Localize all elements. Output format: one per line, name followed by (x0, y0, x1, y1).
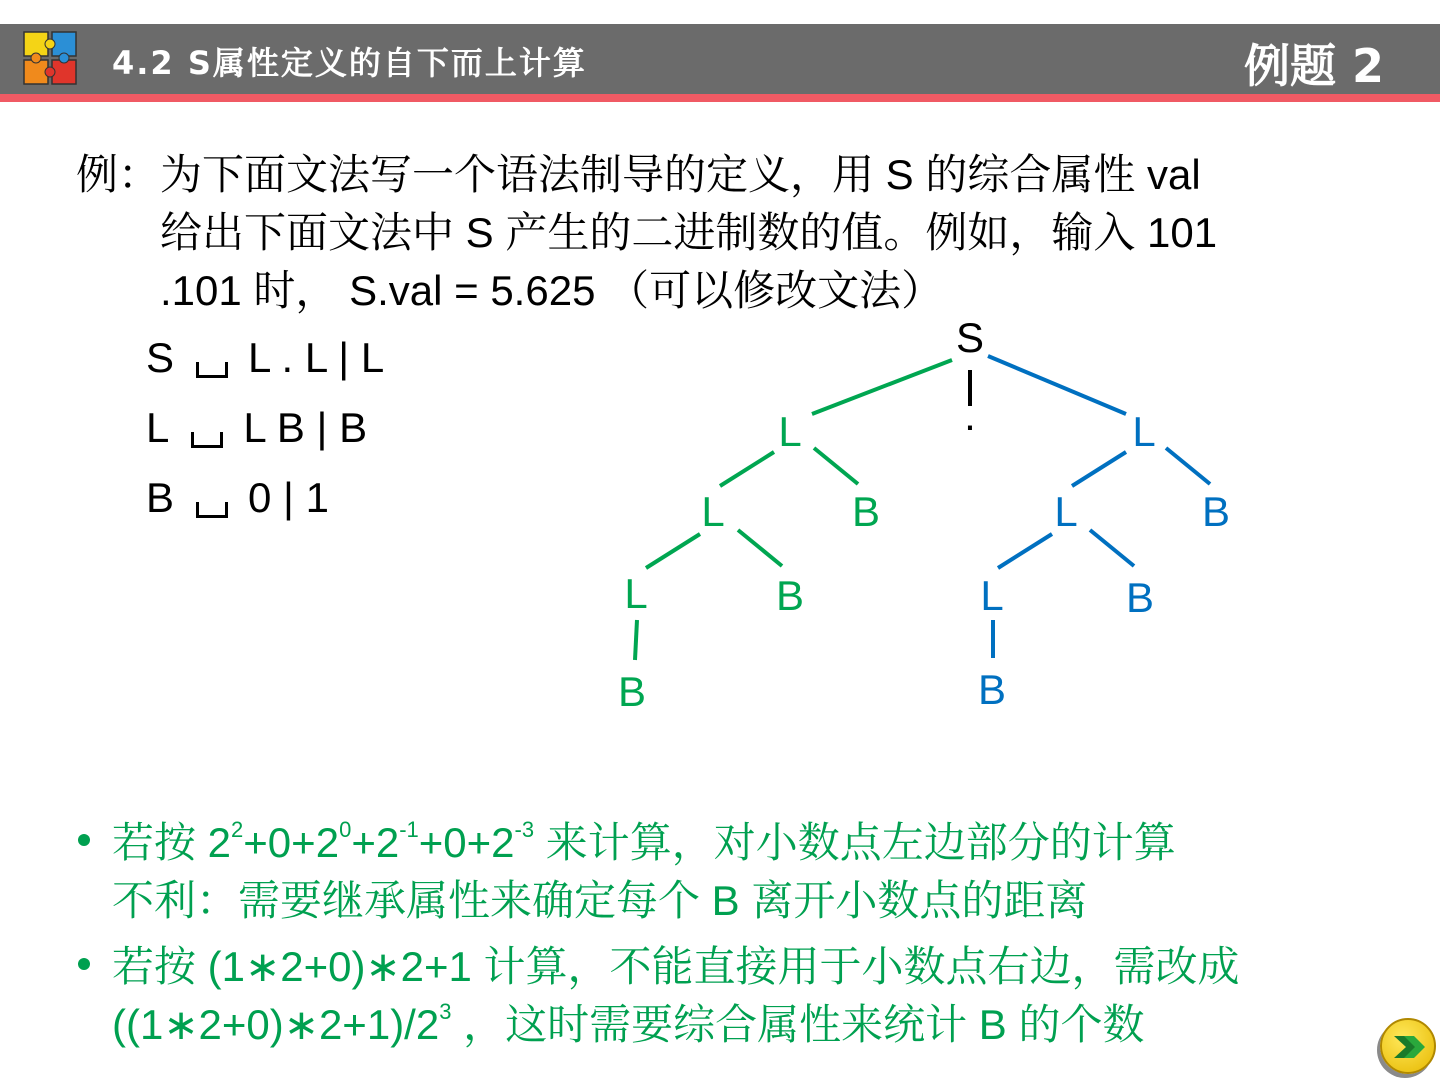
bullet-1-line-2: 不利：需要继承属性来确定每个 B 离开小数点的距离 (112, 877, 1088, 924)
tree-edge (988, 356, 1126, 414)
bullet-2-line-1: 若按 (1∗2+0)∗2+1 计算，不能直接用于小数点右边，需改成 (112, 943, 1240, 990)
tree-edge (1090, 530, 1134, 566)
bullet-dot (78, 958, 90, 970)
tree-edge (1072, 452, 1126, 486)
tree-edge (635, 620, 637, 660)
next-slide-button[interactable] (1380, 1018, 1436, 1074)
tree-node-L: L (1132, 408, 1156, 455)
tree-node-B: B (977, 666, 1007, 713)
bullet-1-line-1: 若按 $2^2+0+2^0+2^{-1}+0+2^{-3}$ 来计算，对小数点左边部分的计算 (112, 817, 1176, 866)
bullet-list (76, 814, 1240, 1062)
tree-edge (1166, 448, 1210, 484)
tree-node-B: B (1125, 574, 1155, 621)
tree-edge (814, 448, 858, 484)
tree-edge (738, 530, 782, 566)
tree-node-root: S (955, 314, 985, 361)
rule-rhs: L . L | L (248, 334, 385, 381)
tree-edge (646, 534, 700, 568)
rule-rhs: L B | B (243, 404, 368, 451)
tree-node-L: L (701, 488, 725, 535)
rule-lhs: L (146, 404, 170, 451)
tree-node-L: L (778, 408, 802, 455)
rule-rhs: 0 | 1 (248, 474, 329, 521)
bullet-item (76, 814, 1240, 930)
bullet-item (76, 938, 1240, 1054)
tree-node-L: L (1054, 488, 1078, 535)
tree-edge (720, 452, 774, 486)
bullet-2-line-2: $((1∗2+0)∗2+1)/2^3$ ，这时需要综合属性来统计 B 的个数 (112, 999, 1145, 1048)
intro-line-1: 例：为下面文法写一个语法制导的定义，用 S 的综合属性 val (76, 151, 1201, 198)
header-title: 4.2 S属性定义的自下而上计算 (112, 44, 587, 82)
intro-line-2: 给出下面文法中 S 产生的二进制数的值。例如，输入 101 (160, 209, 1218, 256)
tree-node-dot: . (964, 392, 976, 439)
tree-edge (998, 534, 1052, 568)
tree-node-L: L (980, 572, 1004, 619)
tree-node-B: B (851, 488, 881, 535)
bullet-dot (78, 834, 90, 846)
rule-lhs: S (146, 334, 175, 381)
tree-node-B: B (617, 668, 647, 715)
tree-edge (812, 360, 952, 414)
rule-lhs: B (146, 474, 175, 521)
tree-node-B: B (775, 572, 805, 619)
example-label: 例题 2 (1243, 39, 1384, 93)
next-arrow-icon (1392, 1032, 1426, 1062)
intro-line-3: .101 时， S.val = 5.625 （可以修改文法） (160, 267, 944, 314)
tree-node-B: B (1201, 488, 1231, 535)
tree-node-L: L (624, 570, 648, 617)
